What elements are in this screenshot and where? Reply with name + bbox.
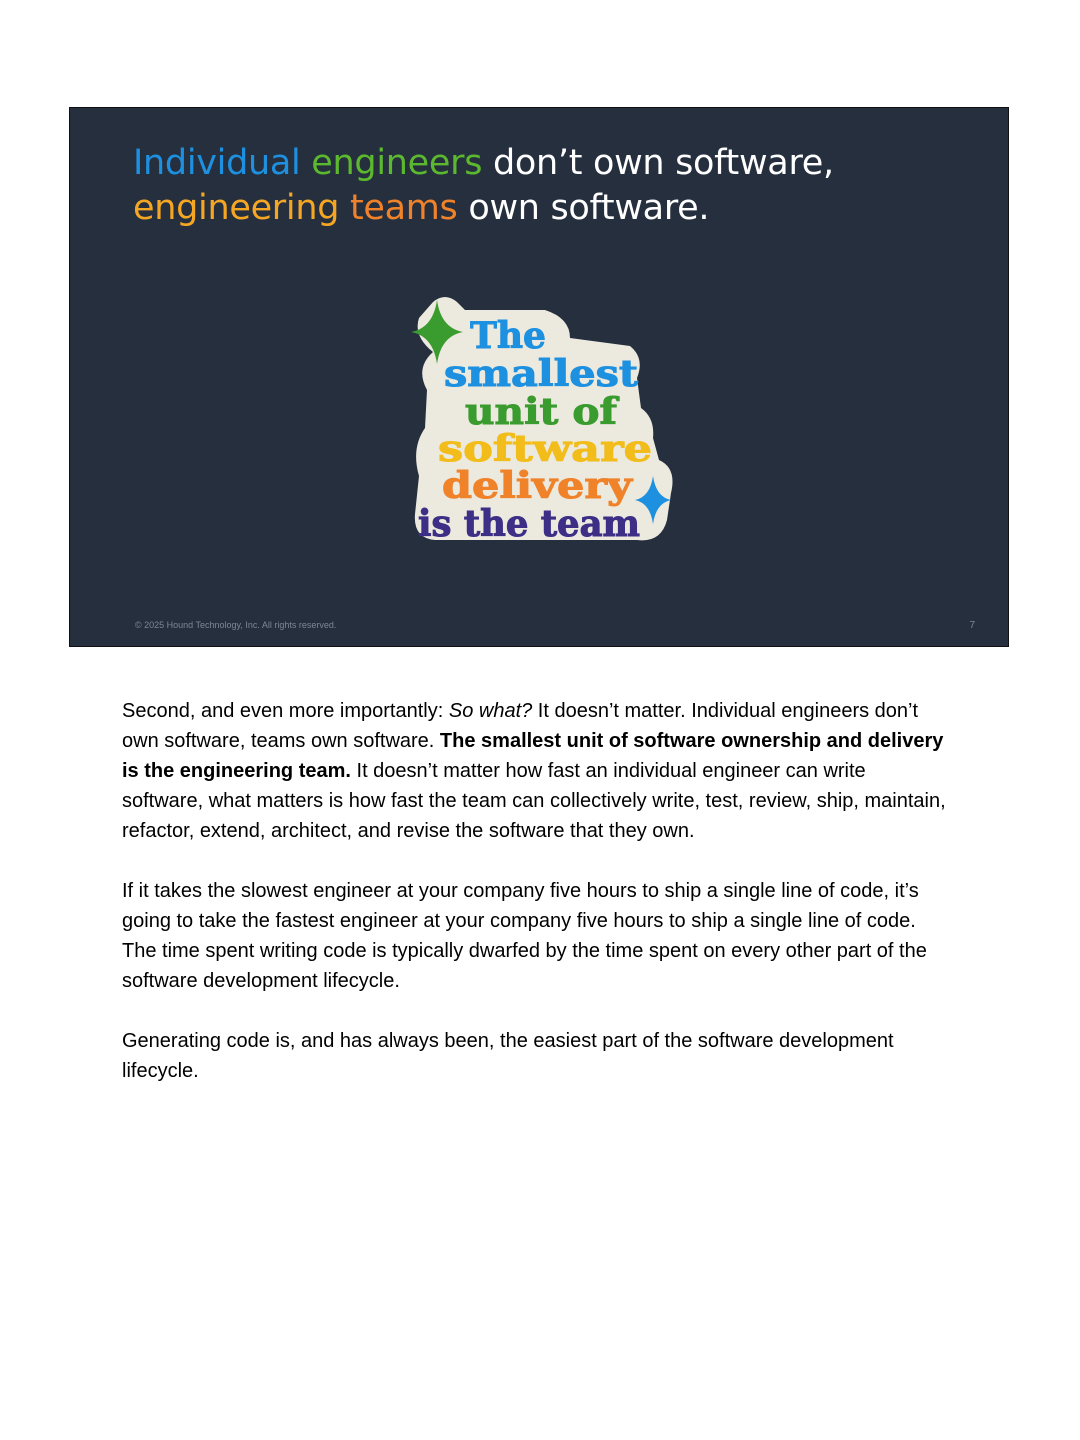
sticker-line-3: unit of [465,391,620,433]
headline-word-engineers: engineers [311,143,483,183]
paragraph-1-end: It doesn’t matter how fast an individual engineer can write software, what matters is how fast the team can collectively write, test, review, ship, maintain, refactor, extend, architect, and revise the software that they own. [122,760,946,842]
article-body [122,696,952,1116]
sticker-line-6: is the team [418,503,640,545]
headline-phrase-own-software: own software. [468,188,710,228]
paragraph-2: If it takes the slowest engineer at your company five hours to ship a single line of code, it’s going to take the fastest engineer at your company five hours to ship a single line of code. The time spent writing code is typically dwarfed by the time spent on every other part of the software development lifecycle. [122,880,927,992]
paragraph-1-intro: Second, and even more importantly: [122,700,449,722]
team-sticker [405,288,685,548]
paragraph-1 [122,696,952,846]
slide [69,107,1009,647]
sticker-line-4: software [438,428,652,470]
paragraph-1-emphasis: So what? [448,700,533,722]
paragraph-1-middle: It doesn’t matter. Individual engineers don’t own software, teams own software. [122,700,919,752]
headline-word-individual: Individual [133,143,301,183]
sticker-line-2: smallest [444,353,639,395]
sticker-line-1: The [470,315,546,357]
headline-word-engineering: engineering [133,188,340,228]
sticker-line-5: delivery [442,465,634,507]
paragraph-1-bold: The smallest unit of software ownership and delivery is the engineering team. [122,730,944,782]
headline-word-teams: teams [349,188,458,228]
headline-phrase-dont-own: don’t own software, [492,143,834,183]
slide-headline [133,141,834,231]
slide-page-number: 7 [969,620,975,631]
slide-copyright: © 2025 Hound Technology, Inc. All rights reserved. [135,620,337,630]
paragraph-3: Generating code is, and has always been, the easiest part of the software development lifecycle. [122,1030,894,1082]
